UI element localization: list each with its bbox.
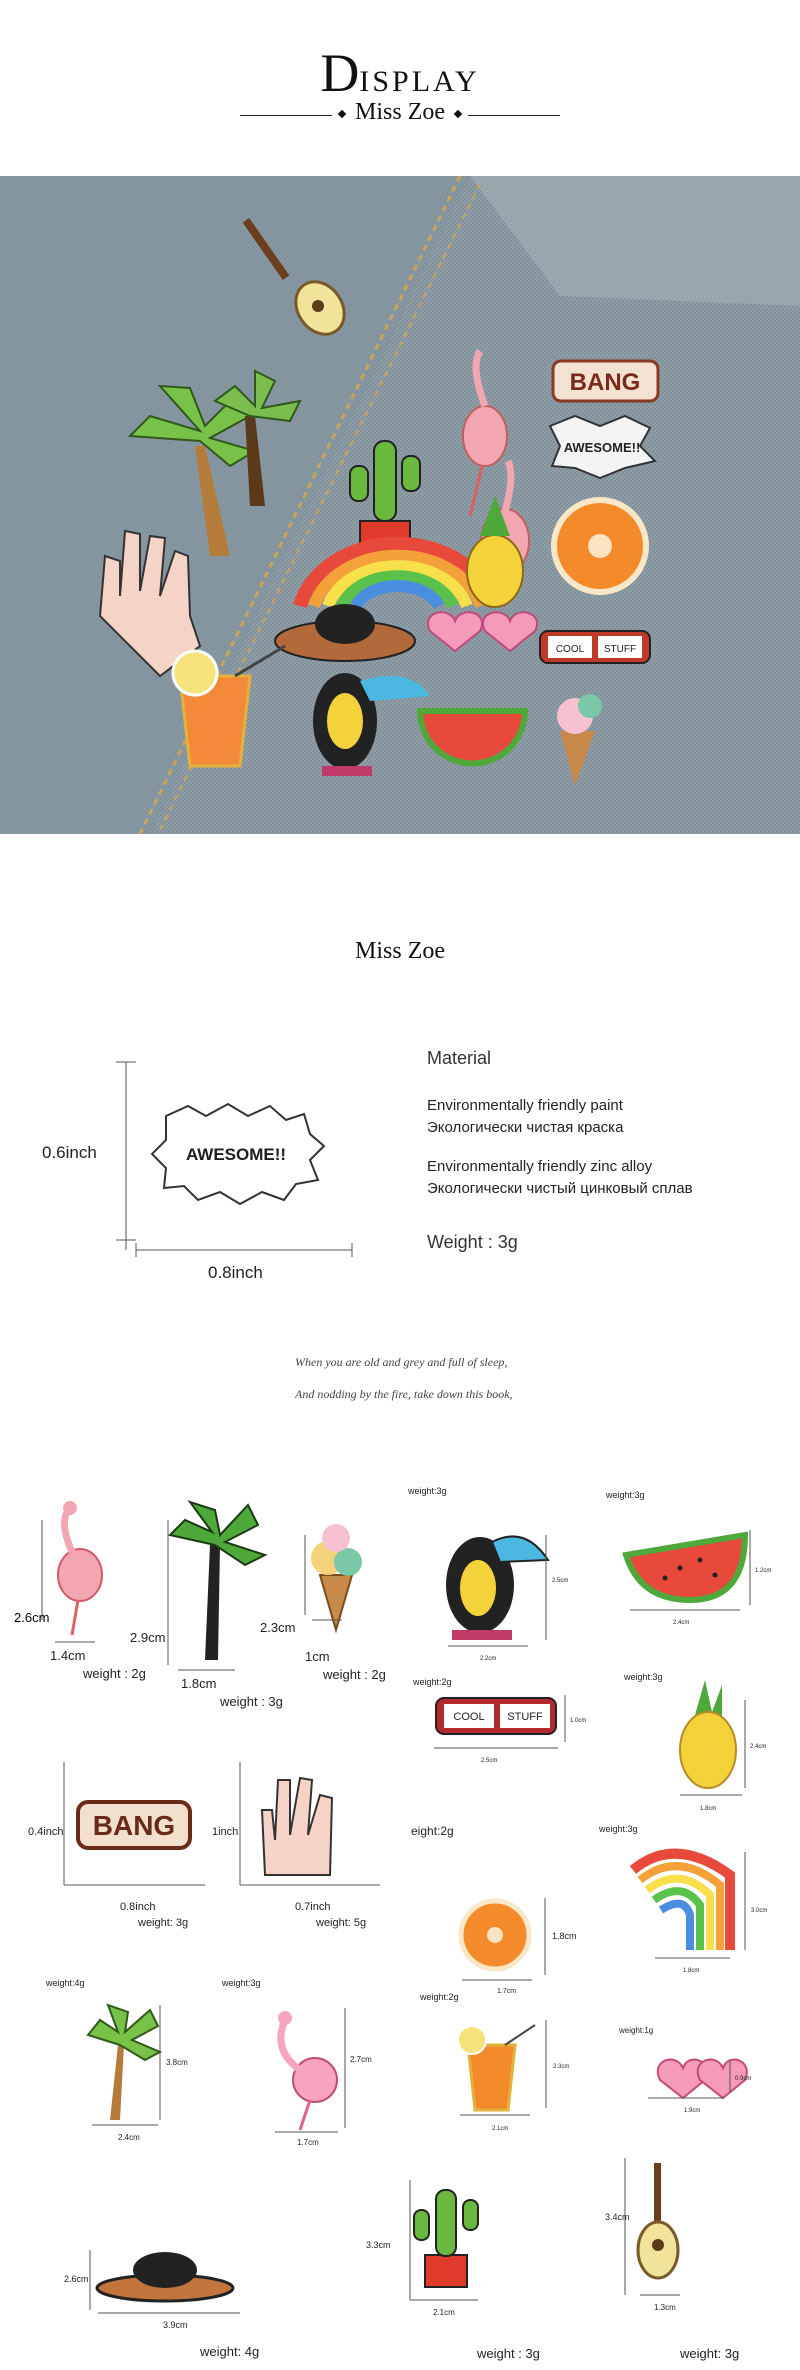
- material-paint-ru: Экологически чистая краска: [427, 1119, 624, 1136]
- svg-text:1inch: 1inch: [212, 1826, 239, 1838]
- photo-cool-glasses-pin: [540, 631, 650, 663]
- svg-text:3.9cm: 3.9cm: [163, 2320, 188, 2330]
- material-alloy-ru: Экологически чистый цинковый сплав: [427, 1180, 693, 1197]
- svg-text:weight:2g: weight:2g: [413, 1677, 452, 1687]
- svg-text:STUFF: STUFF: [507, 1711, 543, 1723]
- spec-weight: Weight : 3g: [427, 1232, 518, 1252]
- svg-text:AWESOME!!: AWESOME!!: [185, 1145, 287, 1164]
- svg-text:0.9cm: 0.9cm: [735, 2076, 752, 2082]
- svg-text:2.3cm: 2.3cm: [260, 1620, 296, 1635]
- spec-height-label: 0.6inch: [42, 1143, 97, 1162]
- product-flamingo: [42, 1501, 102, 1642]
- svg-text:1.8cm: 1.8cm: [700, 1806, 717, 1812]
- photo-bang-pin: [553, 361, 658, 401]
- svg-text:1.8cm: 1.8cm: [683, 1968, 700, 1974]
- material-paint-en: Environmentally friendly paint: [427, 1097, 623, 1114]
- svg-text:2.6cm: 2.6cm: [14, 1610, 50, 1625]
- svg-text:2.9cm: 2.9cm: [130, 1630, 166, 1645]
- header-brand: Miss Zoe: [355, 99, 445, 125]
- material-alloy-en: Environmentally friendly zinc alloy: [427, 1158, 653, 1175]
- product-flamingo-2: [275, 2008, 345, 2132]
- svg-text:0.4inch: 0.4inch: [28, 1826, 64, 1838]
- page-title: DISPLAY: [320, 43, 480, 103]
- product-bang: [64, 1762, 205, 1885]
- svg-text:3.3cm: 3.3cm: [366, 2240, 391, 2250]
- svg-text:2.4cm: 2.4cm: [750, 1744, 767, 1750]
- product-hand: [240, 1762, 380, 1885]
- svg-text:STUFF: STUFF: [603, 644, 637, 655]
- svg-text:1.8cm: 1.8cm: [181, 1676, 217, 1691]
- svg-text:weight:1g: weight:1g: [619, 2026, 654, 2035]
- svg-text:1.8cm: 1.8cm: [552, 1931, 577, 1941]
- svg-text:weight:3g: weight:3g: [606, 1490, 645, 1500]
- svg-text:3.8cm: 3.8cm: [166, 2058, 188, 2067]
- svg-text:weight:3g: weight:3g: [408, 1486, 447, 1496]
- product-guitar: [625, 2158, 680, 2295]
- svg-text:1.0cm: 1.0cm: [570, 1718, 587, 1724]
- svg-text:weight : 3g: weight : 3g: [477, 2346, 540, 2361]
- svg-text:1.2cm: 1.2cm: [755, 1568, 772, 1574]
- svg-text:1.9cm: 1.9cm: [684, 2108, 701, 2114]
- product-sombrero: [90, 2250, 240, 2313]
- product-cool-glasses: [434, 1695, 565, 1748]
- svg-text:weight: 3g: weight: 3g: [138, 1917, 189, 1929]
- quote-line-2: And nodding by the fire, take down this book,: [295, 1387, 513, 1401]
- svg-text:2.7cm: 2.7cm: [350, 2055, 372, 2064]
- product-drink: [458, 2020, 546, 2115]
- svg-text:BANG: BANG: [569, 369, 641, 396]
- svg-text:1cm: 1cm: [305, 1649, 330, 1664]
- photo-orange-pin: [554, 500, 646, 592]
- svg-text:weight : 3g: weight : 3g: [220, 1694, 283, 1709]
- svg-text:eight:2g: eight:2g: [411, 1824, 454, 1838]
- svg-text:2.3cm: 2.3cm: [553, 2064, 570, 2070]
- material-heading: Material: [427, 1048, 492, 1068]
- svg-text:weight : 2g: weight : 2g: [323, 1667, 386, 1682]
- svg-text:2.4cm: 2.4cm: [673, 1620, 690, 1626]
- svg-text:0.7inch: 0.7inch: [295, 1901, 331, 1913]
- spec-dimension-graphic: [80, 1050, 370, 1270]
- svg-text:0.8inch: 0.8inch: [120, 1901, 156, 1913]
- quote-line-1: When you are old and grey and full of sleep,: [295, 1355, 508, 1369]
- svg-text:weight: 4g: weight: 4g: [200, 2344, 260, 2359]
- svg-text:BANG: BANG: [92, 1810, 176, 1841]
- svg-text:AWESOME!!: AWESOME!!: [563, 440, 641, 455]
- product-palm-2: [88, 2005, 160, 2125]
- header-rule-right: [468, 115, 560, 116]
- svg-text:2.4cm: 2.4cm: [118, 2133, 140, 2142]
- product-orange: [461, 1898, 545, 1980]
- svg-text:weight : 2g: weight : 2g: [83, 1666, 146, 1681]
- svg-text:weight:3g: weight:3g: [624, 1672, 663, 1682]
- svg-text:3.4cm: 3.4cm: [605, 2212, 630, 2222]
- svg-text:2.2cm: 2.2cm: [480, 1656, 497, 1662]
- svg-text:3.0cm: 3.0cm: [751, 1908, 768, 1914]
- display-photo: [0, 176, 800, 834]
- svg-text:1.7cm: 1.7cm: [297, 2138, 319, 2147]
- svg-text:2.6cm: 2.6cm: [64, 2274, 89, 2284]
- svg-text:1.7cm: 1.7cm: [497, 1988, 517, 1995]
- svg-text:2.1cm: 2.1cm: [433, 2308, 455, 2317]
- svg-text:weight: 3g: weight: 3g: [680, 2346, 740, 2361]
- brand-title: Miss Zoe: [355, 938, 445, 964]
- spec-width-label: 0.8inch: [208, 1263, 263, 1282]
- svg-text:weight: 5g: weight: 5g: [316, 1917, 367, 1929]
- svg-text:COOL: COOL: [555, 644, 585, 655]
- svg-text:weight:2g: weight:2g: [420, 1992, 459, 2002]
- svg-text:COOL: COOL: [453, 1711, 485, 1723]
- product-grid: [0, 1480, 800, 2370]
- product-icecream: [305, 1524, 362, 1630]
- product-toucan: [446, 1535, 548, 1646]
- svg-text:weight:4g: weight:4g: [46, 1978, 85, 1988]
- product-heart-glasses: [648, 2059, 747, 2098]
- svg-text:2.1cm: 2.1cm: [492, 2126, 509, 2132]
- svg-text:1.3cm: 1.3cm: [654, 2303, 676, 2312]
- product-watermelon: [626, 1530, 750, 1610]
- product-cactus: [410, 2180, 478, 2300]
- svg-text:2.5cm: 2.5cm: [481, 1758, 498, 1764]
- svg-text:2.5cm: 2.5cm: [552, 1578, 569, 1584]
- svg-text:weight:3g: weight:3g: [599, 1824, 638, 1834]
- product-rainbow: [633, 1852, 745, 1958]
- svg-text:weight:3g: weight:3g: [222, 1978, 261, 1988]
- product-palm: [168, 1502, 265, 1670]
- svg-text:1.4cm: 1.4cm: [50, 1648, 86, 1663]
- awesome-pin-sample: [152, 1104, 324, 1204]
- product-pineapple: [680, 1680, 745, 1795]
